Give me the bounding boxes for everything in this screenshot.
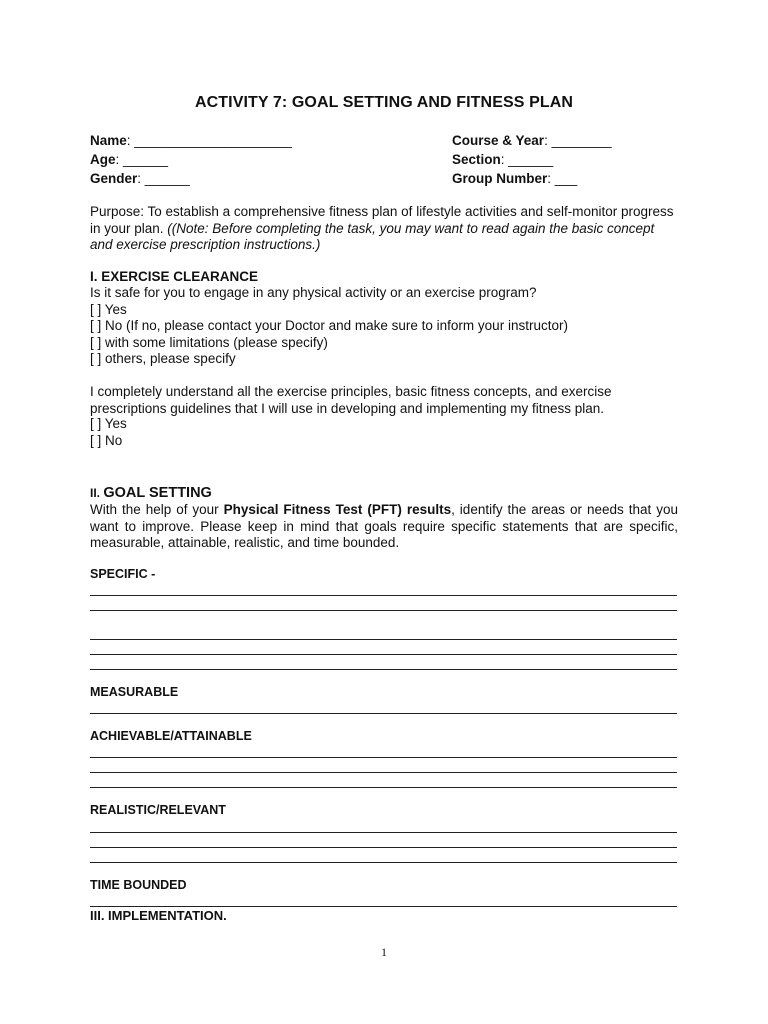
goal-intro-a: With the help of your — [90, 502, 224, 517]
gender-field — [90, 171, 190, 186]
age-label: Age — [90, 152, 116, 167]
answer-line — [90, 757, 677, 758]
page-title: ACTIVITY 7: GOAL SETTING AND FITNESS PLAN — [194, 94, 574, 111]
page-number: 1 — [381, 945, 387, 959]
answer-line — [90, 847, 677, 848]
goal-intro-bold: Physical Fitness Test (PFT) results — [223, 502, 452, 517]
answer-line — [90, 639, 677, 640]
goal-setting-heading-text: GOAL SETTING — [103, 485, 212, 501]
age-blank: : ______ — [115, 152, 169, 167]
answer-line — [90, 832, 677, 833]
name-label: Name — [90, 133, 127, 148]
option-limitations: [ ] with some limitations (please specify) — [90, 335, 328, 350]
implementation-heading: III. IMPLEMENTATION. — [90, 908, 227, 923]
purpose-text: Purpose: To establish a comprehensive fitness plan of lifestyle activities and self-monitor progress in your plan. — [90, 204, 674, 236]
measurable-label: MEASURABLE — [90, 685, 179, 699]
option-others: [ ] others, please specify — [90, 351, 236, 366]
understanding-option-no: [ ] No — [90, 433, 123, 448]
specific-label: SPECIFIC - — [90, 567, 156, 581]
exercise-clearance-heading: I. EXERCISE CLEARANCE — [90, 269, 259, 284]
answer-line — [90, 595, 677, 596]
goal-intro-b: , identify the areas or needs that you want to improve. Please keep in mind that goals require specific statements that are specific, measurable, attainable, realistic, and time bounded. — [90, 502, 678, 550]
understanding-statement: I completely understand all the exercise principles, basic fitness concepts, and exercise prescriptions guidelines that I will use in developing and implementing my fitness plan. — [90, 384, 612, 416]
answer-line — [90, 862, 677, 863]
name-blank: : _____________________ — [126, 133, 292, 148]
achievable-label: ACHIEVABLE/ATTAINABLE — [90, 729, 252, 743]
realistic-label: REALISTIC/RELEVANT — [90, 803, 226, 817]
option-no: [ ] No (If no, please contact your Doctor and make sure to inform your instructor) — [90, 318, 568, 333]
answer-line — [90, 654, 677, 655]
section-blank: : ______ — [500, 152, 554, 167]
name-field — [90, 133, 292, 148]
gender-blank: : ______ — [137, 171, 190, 186]
answer-line — [90, 772, 677, 773]
answer-line — [90, 610, 677, 611]
goal-setting-heading-number: II. — [90, 486, 104, 500]
clearance-question: Is it safe for you to engage in any physical activity or an exercise program? — [90, 285, 537, 300]
group-number-label: Group Number — [452, 171, 548, 186]
course-year-label: Course & Year — [452, 133, 545, 148]
group-number-field — [452, 171, 577, 186]
purpose-note: ((Note: Before completing the task, you may want to read again the basic concept and exercise prescription instructions.) — [90, 220, 655, 252]
age-field — [90, 152, 168, 167]
section-label: Section — [452, 152, 501, 167]
option-yes: [ ] Yes — [90, 302, 127, 317]
answer-line — [90, 713, 677, 714]
time-bounded-label: TIME BOUNDED — [90, 878, 187, 892]
section-field — [452, 152, 553, 167]
course-year-field — [452, 133, 612, 148]
answer-line — [90, 669, 677, 670]
purpose-paragraph — [90, 204, 678, 254]
answer-line — [90, 906, 677, 907]
understanding-option-yes: [ ] Yes — [90, 416, 127, 431]
course-year-blank: : ________ — [544, 133, 612, 148]
answer-line — [90, 787, 677, 788]
goal-setting-intro — [90, 502, 678, 552]
goal-setting-heading — [90, 485, 212, 501]
gender-label: Gender — [90, 171, 138, 186]
group-number-blank: : ___ — [547, 171, 578, 186]
